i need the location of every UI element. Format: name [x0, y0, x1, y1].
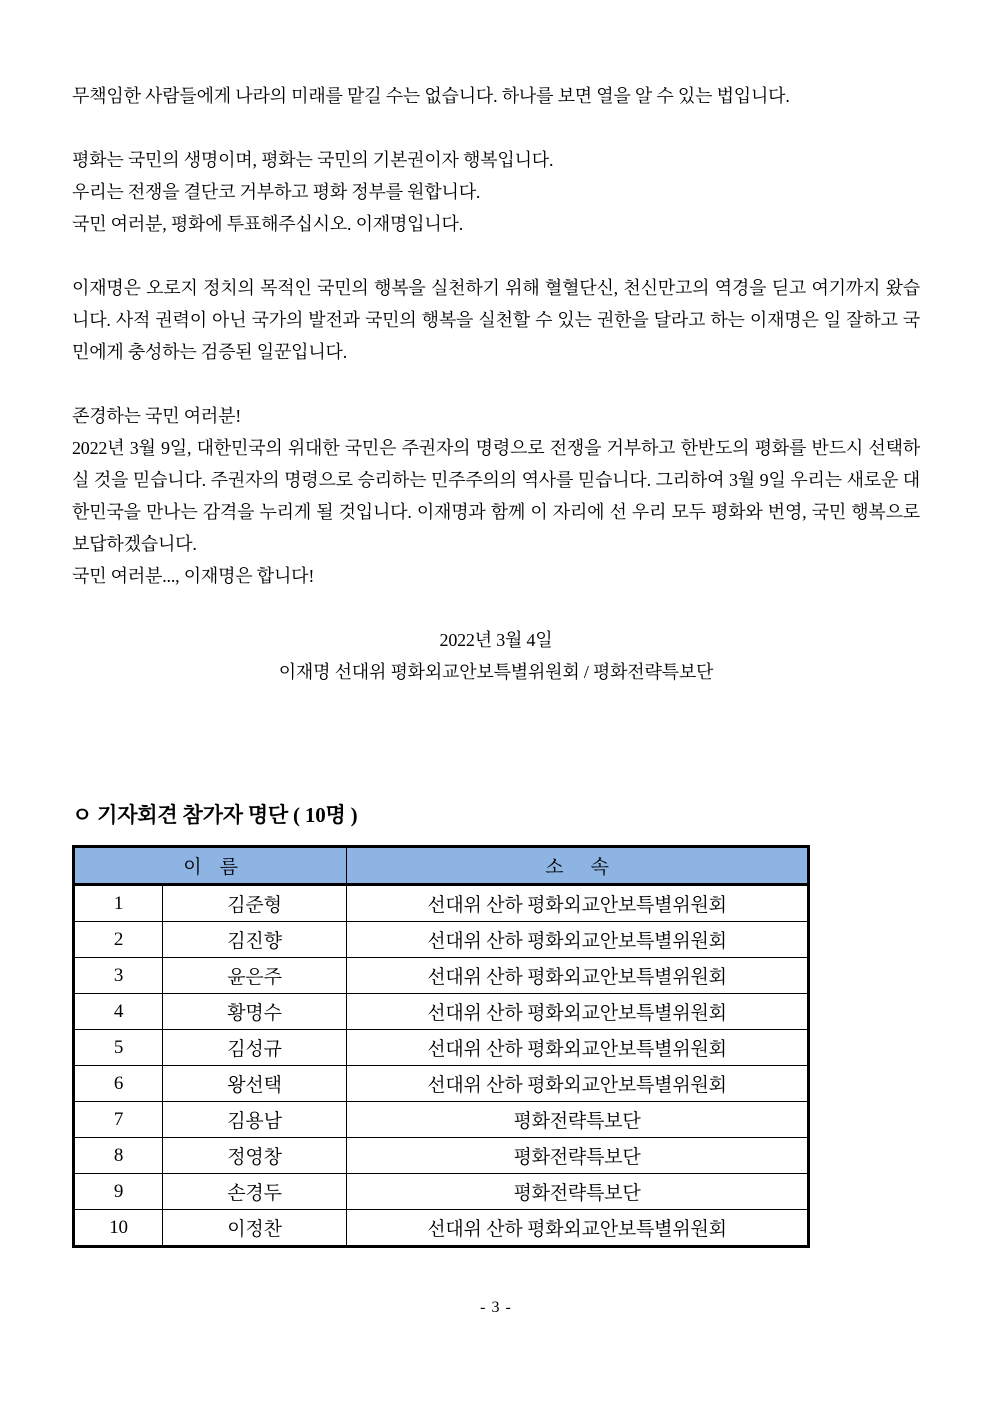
table-row — [74, 1030, 809, 1066]
participant-affiliation: 선대위 산하 평화외교안보특별위원회 — [347, 1066, 809, 1102]
participant-affiliation: 선대위 산하 평화외교안보특별위원회 — [347, 1210, 809, 1247]
row-number: 6 — [74, 1066, 163, 1102]
table-row — [74, 1066, 809, 1102]
participant-affiliation: 평화전략특보단 — [347, 1138, 809, 1174]
participant-affiliation: 평화전략특보단 — [347, 1102, 809, 1138]
paragraph: 우리는 전쟁을 결단코 거부하고 평화 정부를 원합니다. — [72, 182, 481, 202]
row-number: 10 — [74, 1210, 163, 1247]
column-header-name: 이 름 — [74, 847, 347, 885]
participant-name: 김준형 — [163, 885, 347, 922]
page-number: - 3 - — [480, 1299, 512, 1316]
row-number: 5 — [74, 1030, 163, 1066]
row-number: 4 — [74, 994, 163, 1030]
table-row — [74, 1174, 809, 1210]
participant-affiliation: 평화전략특보단 — [347, 1174, 809, 1210]
participant-name: 이정찬 — [163, 1210, 347, 1247]
participant-affiliation: 선대위 산하 평화외교안보특별위원회 — [347, 994, 809, 1030]
table-row — [74, 1210, 809, 1247]
paragraph: 평화는 국민의 생명이며, 평화는 국민의 기본권이자 행복입니다. — [72, 150, 554, 170]
table-row — [74, 1102, 809, 1138]
row-number: 1 — [74, 885, 163, 922]
paragraph: 국민 여러분, 평화에 투표해주십시오. 이재명입니다. — [72, 214, 464, 234]
signature-line: 이재명 선대위 평화외교안보특별위원회 / 평화전략특보단 — [278, 662, 714, 682]
participant-affiliation: 선대위 산하 평화외교안보특별위원회 — [347, 885, 809, 922]
row-number: 8 — [74, 1138, 163, 1174]
blank-line — [72, 592, 920, 624]
table-row — [74, 1138, 809, 1174]
participants-table — [72, 845, 810, 1248]
paragraph: 2022년 3월 9일, 대한민국의 위대한 국민은 주권자의 명령으로 전쟁을 거부하고 한반도의 평화를 반드시 선택하실 것을 믿습니다. 주권자의 명령으로 승리하는 민주주의의 역사를 믿습니다. 그리하여 3월 9일 우리는 새로운 대한민국을 만나는 감격을 누리게 될 것입니다. 이재명과 함께 이 자리에 선 우리 모두 평화와 번영, 국민 행복으로 보답하겠습니다. — [72, 438, 920, 554]
paragraph: 무책임한 사람들에게 나라의 미래를 맡길 수는 없습니다. 하나를 보면 열을 알 수 있는 법입니다. — [72, 86, 790, 106]
participant-affiliation: 선대위 산하 평화외교안보특별위원회 — [347, 922, 809, 958]
participant-affiliation: 선대위 산하 평화외교안보특별위원회 — [347, 958, 809, 994]
participant-name: 정영창 — [163, 1138, 347, 1174]
paragraph: 국민 여러분..., 이재명은 합니다! — [72, 566, 315, 586]
participant-name: 김성규 — [163, 1030, 347, 1066]
table-header-row — [74, 847, 809, 885]
participant-name: 황명수 — [163, 994, 347, 1030]
row-number: 7 — [74, 1102, 163, 1138]
row-number: 9 — [74, 1174, 163, 1210]
table-row — [74, 958, 809, 994]
table-row — [74, 994, 809, 1030]
participant-name: 손경두 — [163, 1174, 347, 1210]
participant-name: 김용남 — [163, 1102, 347, 1138]
blank-line — [72, 112, 920, 144]
table-row — [74, 885, 809, 922]
document-body — [72, 80, 920, 688]
participants-heading: ㅇ 기자회견 참가자 명단 ( 10명 ) — [72, 803, 358, 827]
date-line: 2022년 3월 4일 — [439, 630, 553, 650]
table-row — [74, 922, 809, 958]
participant-name: 윤은주 — [163, 958, 347, 994]
paragraph: 이재명은 오로지 정치의 목적인 국민의 행복을 실천하기 위해 혈혈단신, 천신만고의 역경을 딛고 여기까지 왔습니다. 사적 권력이 아닌 국가의 발전과 국민의 행복을 실천할 수 있는 권한을 달라고 하는 이재명은 일 잘하고 국민에게 충성하는 검증된 일꾼입니다. — [72, 278, 920, 362]
participant-affiliation: 선대위 산하 평화외교안보특별위원회 — [347, 1030, 809, 1066]
blank-line — [72, 368, 920, 400]
column-header-affiliation: 소 속 — [347, 847, 809, 885]
participant-name: 김진향 — [163, 922, 347, 958]
paragraph: 존경하는 국민 여러분! — [72, 406, 242, 426]
blank-line — [72, 240, 920, 272]
participant-name: 왕선택 — [163, 1066, 347, 1102]
row-number: 3 — [74, 958, 163, 994]
row-number: 2 — [74, 922, 163, 958]
